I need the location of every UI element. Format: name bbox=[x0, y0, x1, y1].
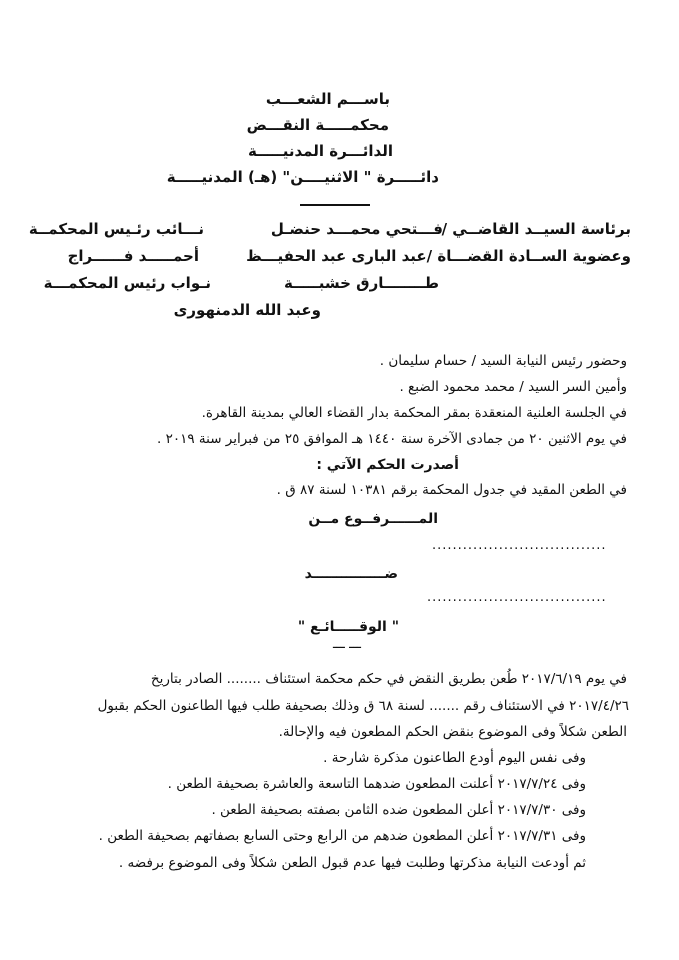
member-abdallah: وعبد الله الدمنهورى bbox=[173, 301, 321, 319]
plaintiff-placeholder: .................................. bbox=[432, 538, 607, 553]
facts-heading: " الوقـــــائـع " bbox=[297, 619, 399, 635]
facts-paragraph-5: وفى ٢٠١٧/٧/٣١ أعلن المطعون ضدهم من الرابع وحتى السابع بصفاتهم بصحيفة الطعن . bbox=[98, 828, 586, 844]
member-tarek: طــــــــارق خشبـــــة bbox=[284, 274, 439, 292]
presiding-name: فـــتحي محمـــد حنضـل bbox=[270, 220, 443, 238]
header-court-name: محكمـــــة النقـــض bbox=[246, 116, 389, 134]
facts-paragraph-2: وفى نفس اليوم أودع الطاعنون مذكرة شارحة . bbox=[323, 750, 586, 766]
date-line: في يوم الاثنين ٢٠ من جمادى الآخرة سنة ١٤٤٠ هـ الموافق ٢٥ من فبراير سنة ٢٠١٩ . bbox=[156, 431, 627, 447]
header-divider bbox=[300, 204, 370, 206]
filed-by-label: المــــــرفــوع مــن bbox=[308, 511, 438, 527]
presiding-role: برئاسة السيــد القاضــي / bbox=[441, 220, 631, 238]
facts-paragraph-1-line-3: الطعن شكلاً وفى الموضوع بنقض الحكم المطعون فيه والإحالة. bbox=[278, 724, 627, 740]
facts-dashes: ـــ ـــ bbox=[332, 636, 361, 652]
ruling-heading: أصدرت الحكم الآتي : bbox=[316, 457, 459, 473]
facts-paragraph-3: وفى ٢٠١٧/٧/٢٤ أعلنت المطعون ضدهما التاسعة والعاشرة بصحيفة الطعن . bbox=[167, 776, 586, 792]
facts-paragraph-1-line-1: في يوم ٢٠١٧/٦/١٩ طُعن بطريق النقض في حكم محكمة استئناف ........ الصادر بتاريخ bbox=[150, 671, 627, 687]
case-reference: في الطعن المقيد في جدول المحكمة برقم ١٠٣٨١ لسنة ٨٧ ق . bbox=[276, 482, 627, 498]
against-label: ضـــــــــــــــد bbox=[304, 566, 398, 582]
secretary-line: وأمين السر السيد / محمد محمود الضبع . bbox=[399, 379, 627, 395]
presiding-title: نـــائب رئـيس المحكمــة bbox=[28, 220, 204, 238]
venue-line: في الجلسة العلنية المنعقدة بمقر المحكمة بدار القضاء العالي بمدينة القاهرة. bbox=[201, 405, 627, 421]
member-ahmed: أحمـــــد فــــــراج bbox=[67, 247, 199, 265]
facts-paragraph-4: وفى ٢٠١٧/٧/٣٠ أعلن المطعون ضده الثامن بصفته بصحيفة الطعن . bbox=[211, 802, 586, 818]
facts-paragraph-6: ثم أودعت النيابة مذكرتها وطلبت فيها عدم قبول الطعن شكلاً وفى الموضوع برفضه . bbox=[118, 855, 586, 871]
header-circuit: الدائـــرة المدنيـــــة bbox=[248, 142, 393, 160]
header-circuit-day: دائـــــرة " الاثنيــــن" (هـ) المدنيـــــة bbox=[166, 168, 439, 186]
header-people-name: باســـم الشعـــب bbox=[265, 90, 390, 108]
members-role: وعضوية الســادة القضـــاة /عبد البارى عبد الحفيـــظ bbox=[246, 247, 631, 265]
prosecution-line: وحضور رئيس النيابة السيد / حسام سليمان . bbox=[379, 353, 627, 369]
facts-paragraph-1-line-2: ٢٠١٧/٤/٢٦ في الاستئناف رقم ....... لسنة ٦٨ ق وذلك بصحيفة طلب فيها الطاعنون الحكم بقبول bbox=[97, 698, 629, 714]
defendant-placeholder: ................................... bbox=[427, 590, 607, 605]
members-title: نـواب رئيس المحكمـــة bbox=[43, 274, 211, 292]
